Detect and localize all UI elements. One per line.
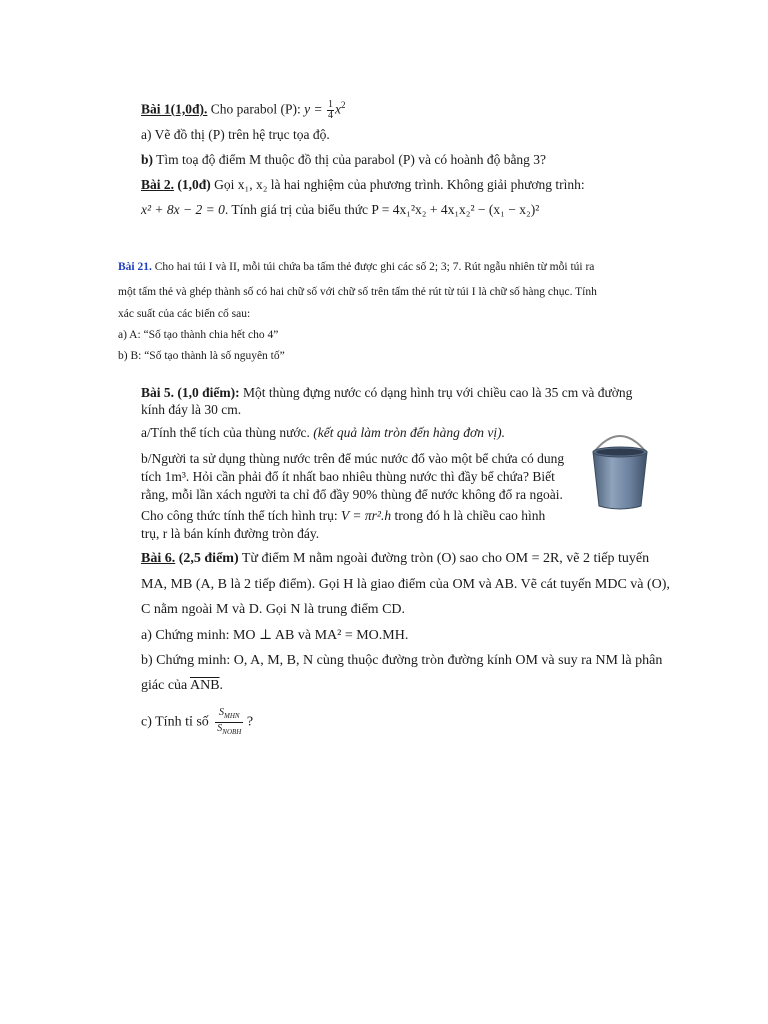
bai2-expression: P = 4x₁²x₂ + 4x₁x₂² − (x₁ − x₂)² [371, 202, 540, 217]
bai1-title: Bài 1(1,0đ). [141, 101, 208, 117]
bai2-equation: x² + 8x − 2 = 0 [141, 202, 225, 217]
bai21-part-a: a) A: “Số tạo thành chia hết cho 4” [118, 329, 279, 341]
bai6-part-b1: b) Chứng minh: O, A, M, B, N cùng thuộc đường tròn đường kính OM và suy ra NM là phân [141, 653, 663, 668]
bai6-part-b2: giác của $\overline{ANB}$. [141, 678, 224, 693]
bai2-score: (1,0đ) [174, 177, 211, 192]
bucket-icon [586, 426, 654, 510]
bai6-line1: Bài 6. (2,5 điểm) Từ điểm M nằm ngoài đường tròn (O) sao cho OM = 2R, vẽ 2 tiếp tuyến [141, 551, 650, 566]
bai1-part-b: b) Tìm toạ độ điểm M thuộc đồ thị của parabol (P) và có hoành độ bằng 3? [141, 152, 547, 167]
bai5-b-line2: tích 1m³. Hỏi cần phải đổ ít nhất bao nhiêu thùng nước thì đầy bể chứa? Biết [141, 469, 555, 484]
bai1-intro: Cho parabol (P): [207, 101, 305, 117]
bai2-line2 [141, 201, 539, 219]
bai6-title: Bài 6. [141, 551, 176, 566]
bai1-eq-rhs: x [335, 101, 341, 117]
bai21-title: Bài 21. [118, 261, 152, 273]
bai2-text: Gọi x₁, x₂ là hai nghiệm của phương trình. Không giải phương trình: [210, 177, 585, 192]
bai5-b-line1: b/Người ta sử dụng thùng nước trên để múc nước đổ vào một bể chứa có dung [141, 451, 565, 466]
bai21-part-b: b) B: “Số tạo thành là số nguyên tố” [118, 350, 285, 362]
bai1-eq-lhs: y = [304, 101, 326, 117]
bai6-line2: MA, MB (A, B là 2 tiếp điểm). Gọi H là giao điểm của OM và AB. Vẽ cát tuyến MDC và (O), [141, 577, 670, 592]
bai1-fraction: $\frac{1}{4}$ [328, 98, 333, 121]
bai5-title: Bài 5. (1,0 điểm): [141, 385, 240, 400]
bai1-exp: 2 [341, 100, 346, 110]
bai21-line1: Bài 21. Cho hai túi I và II, mỗi túi chứa ba tấm thẻ được ghi các số 2; 3; 7. Rút ngẫu nhiên từ mỗi túi ra [118, 261, 595, 273]
bai1-part-a: a) Vẽ đồ thị (P) trên hệ trục tọa độ. [141, 127, 330, 142]
bai21-line3: xác suất của các biến cố sau: [118, 308, 251, 320]
bai6-line3: C nằm ngoài M và D. Gọi N là trung điểm CD. [141, 602, 406, 617]
bai2-title: Bài 2. [141, 177, 175, 192]
bai6-part-c: c) Tính tỉ số $\frac{S_{MHN}}{S_{NOBH}}$ ? [141, 707, 254, 736]
bai21-line2: một tấm thẻ và ghép thành số có hai chữ số với chữ số trên tấm thẻ rút từ túi I là chữ số hàng chục. Tính [118, 286, 597, 298]
bai5-part-a: a/Tính thể tích của thùng nước. (kết quả làm tròn đến hàng đơn vị). [141, 425, 505, 440]
bai6-ratio: $\frac{S_{MHN}}{S_{NOBH}}$ [217, 707, 242, 736]
bai5-last-line: trụ, r là bán kính đường tròn đáy. [141, 526, 320, 541]
bai5-line1: Bài 5. (1,0 điểm): Một thùng đựng nước có dạng hình trụ với chiều cao là 35 cm và đường [141, 385, 633, 400]
bai6-angle: $\overline{ANB}$ [189, 678, 220, 693]
bai1-header [141, 96, 346, 121]
bai6-score: (2,5 điểm) [175, 551, 239, 566]
bai5-b-line3: rằng, mỗi lần xách người ta chỉ đổ đầy 90% thùng để nước không đổ ra ngoài. [141, 487, 563, 502]
bai5-formula: V = πr².h [341, 508, 392, 523]
bai5-line2: kính đáy là 30 cm. [141, 402, 242, 417]
bai2-header [141, 176, 585, 194]
bai5-formula-line: Cho công thức tính thể tích hình trụ: V = πr².h trong đó h là chiều cao hình [141, 508, 546, 523]
bai2-text2: . Tính giá trị của biểu thức [224, 202, 372, 217]
bai6-part-a: a) Chứng minh: MO ⊥ AB và MA² = MO.MH. [141, 628, 409, 643]
